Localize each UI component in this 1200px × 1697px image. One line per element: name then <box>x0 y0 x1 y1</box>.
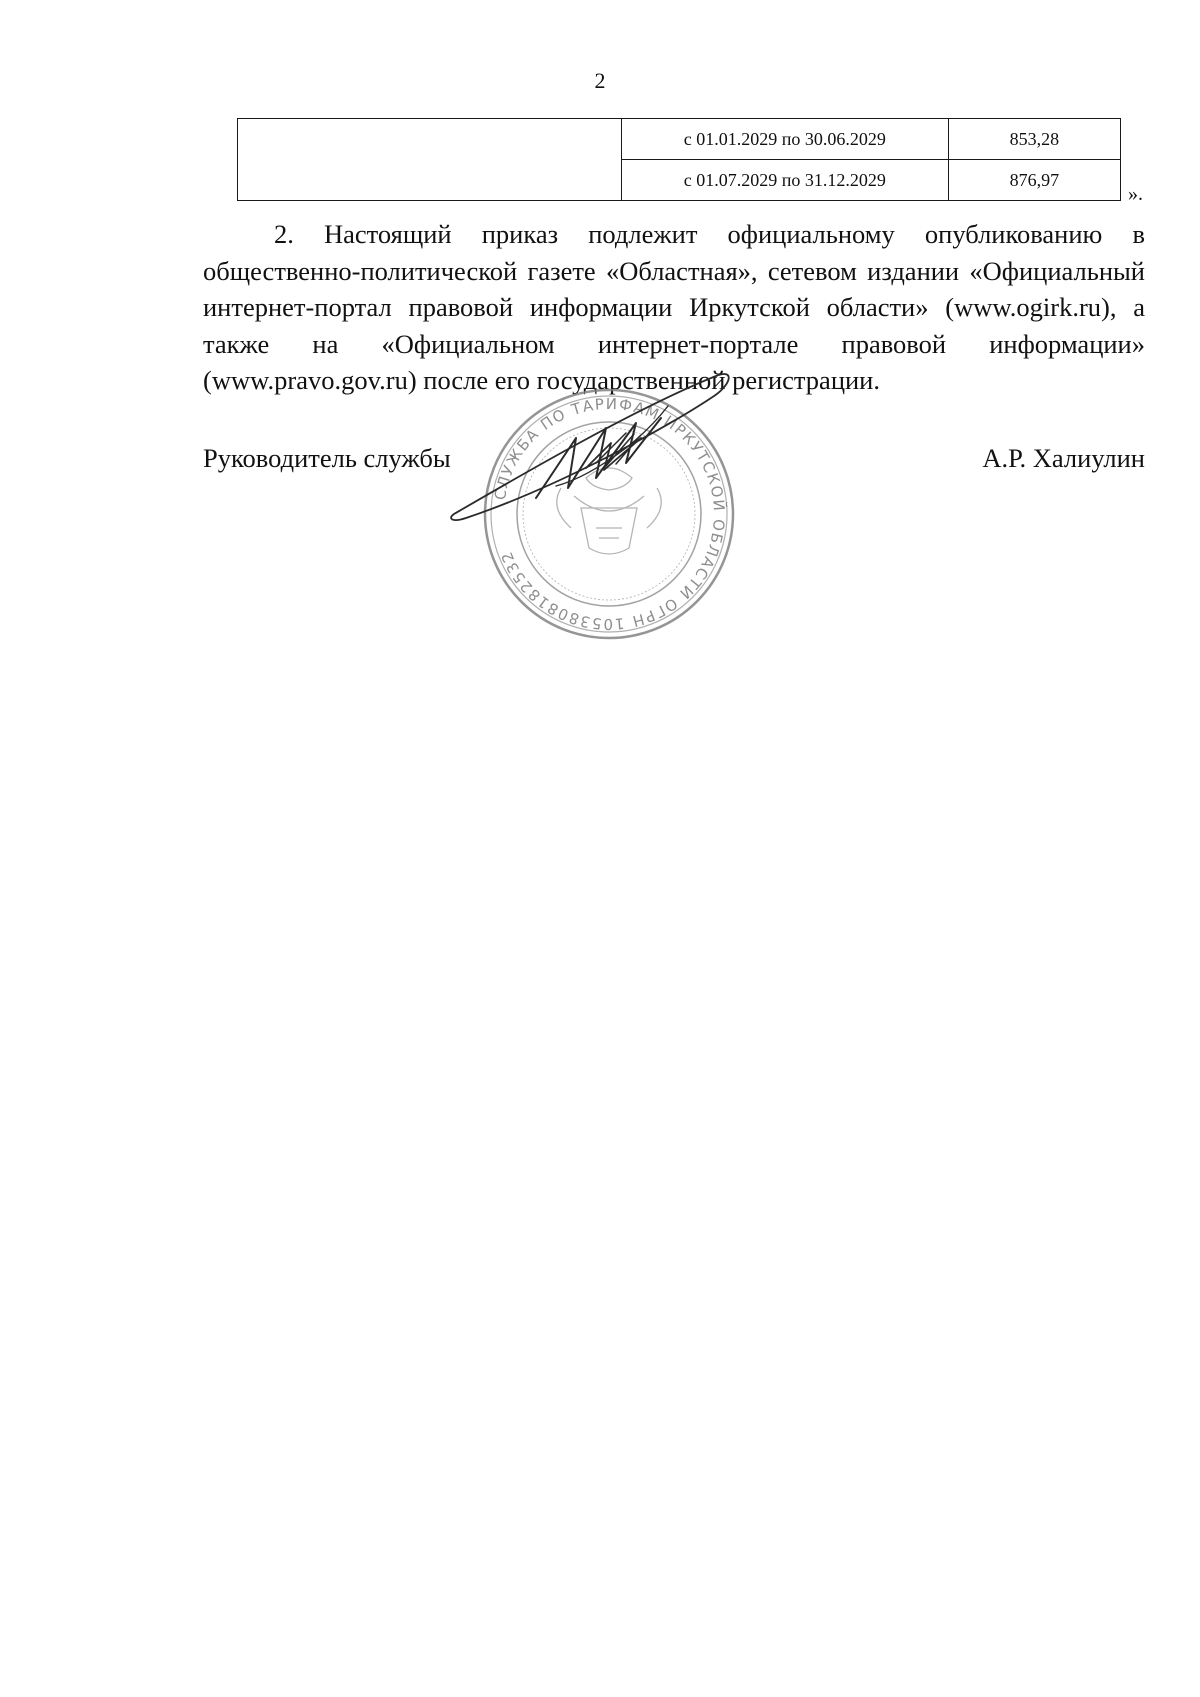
table-cell-value: 876,97 <box>948 160 1120 201</box>
svg-text:СЛУЖБА ПО ТАРИФАМ ИРКУТСКОЙ ОБ <box>491 395 729 633</box>
closing-quote: ». <box>1128 183 1143 205</box>
page-number: 2 <box>594 68 606 93</box>
table-row <box>238 119 1121 160</box>
table-cell-value: 853,28 <box>948 119 1120 160</box>
signatory-position: Руководитель службы <box>203 443 451 473</box>
table-cell-blank <box>238 119 622 201</box>
table-cell-period: с 01.07.2029 по 31.12.2029 <box>621 160 948 201</box>
table-cell-period: с 01.01.2029 по 30.06.2029 <box>621 119 948 160</box>
signatory-name: А.Р. Халиулин <box>982 443 1145 473</box>
tariff-table <box>237 118 1121 201</box>
seal-ring-text: СЛУЖБА ПО ТАРИФАМ ИРКУТСКОЙ ОБЛАСТИ ОГРН 1053808182532 <box>490 394 729 634</box>
paragraph-2: 2. Настоящий приказ подлежит официальному опубликованию в общественно-политической газете «Областная», сетевом издании «Официальный интернет-портал правовой информации Иркутской области» (www.ogirk.ru), а также на «Официальном интернет-портале правовой информации» (www.pravo.gov.ru) после его государственной регистрации. <box>203 219 1145 395</box>
official-seal-with-signature <box>436 368 796 668</box>
